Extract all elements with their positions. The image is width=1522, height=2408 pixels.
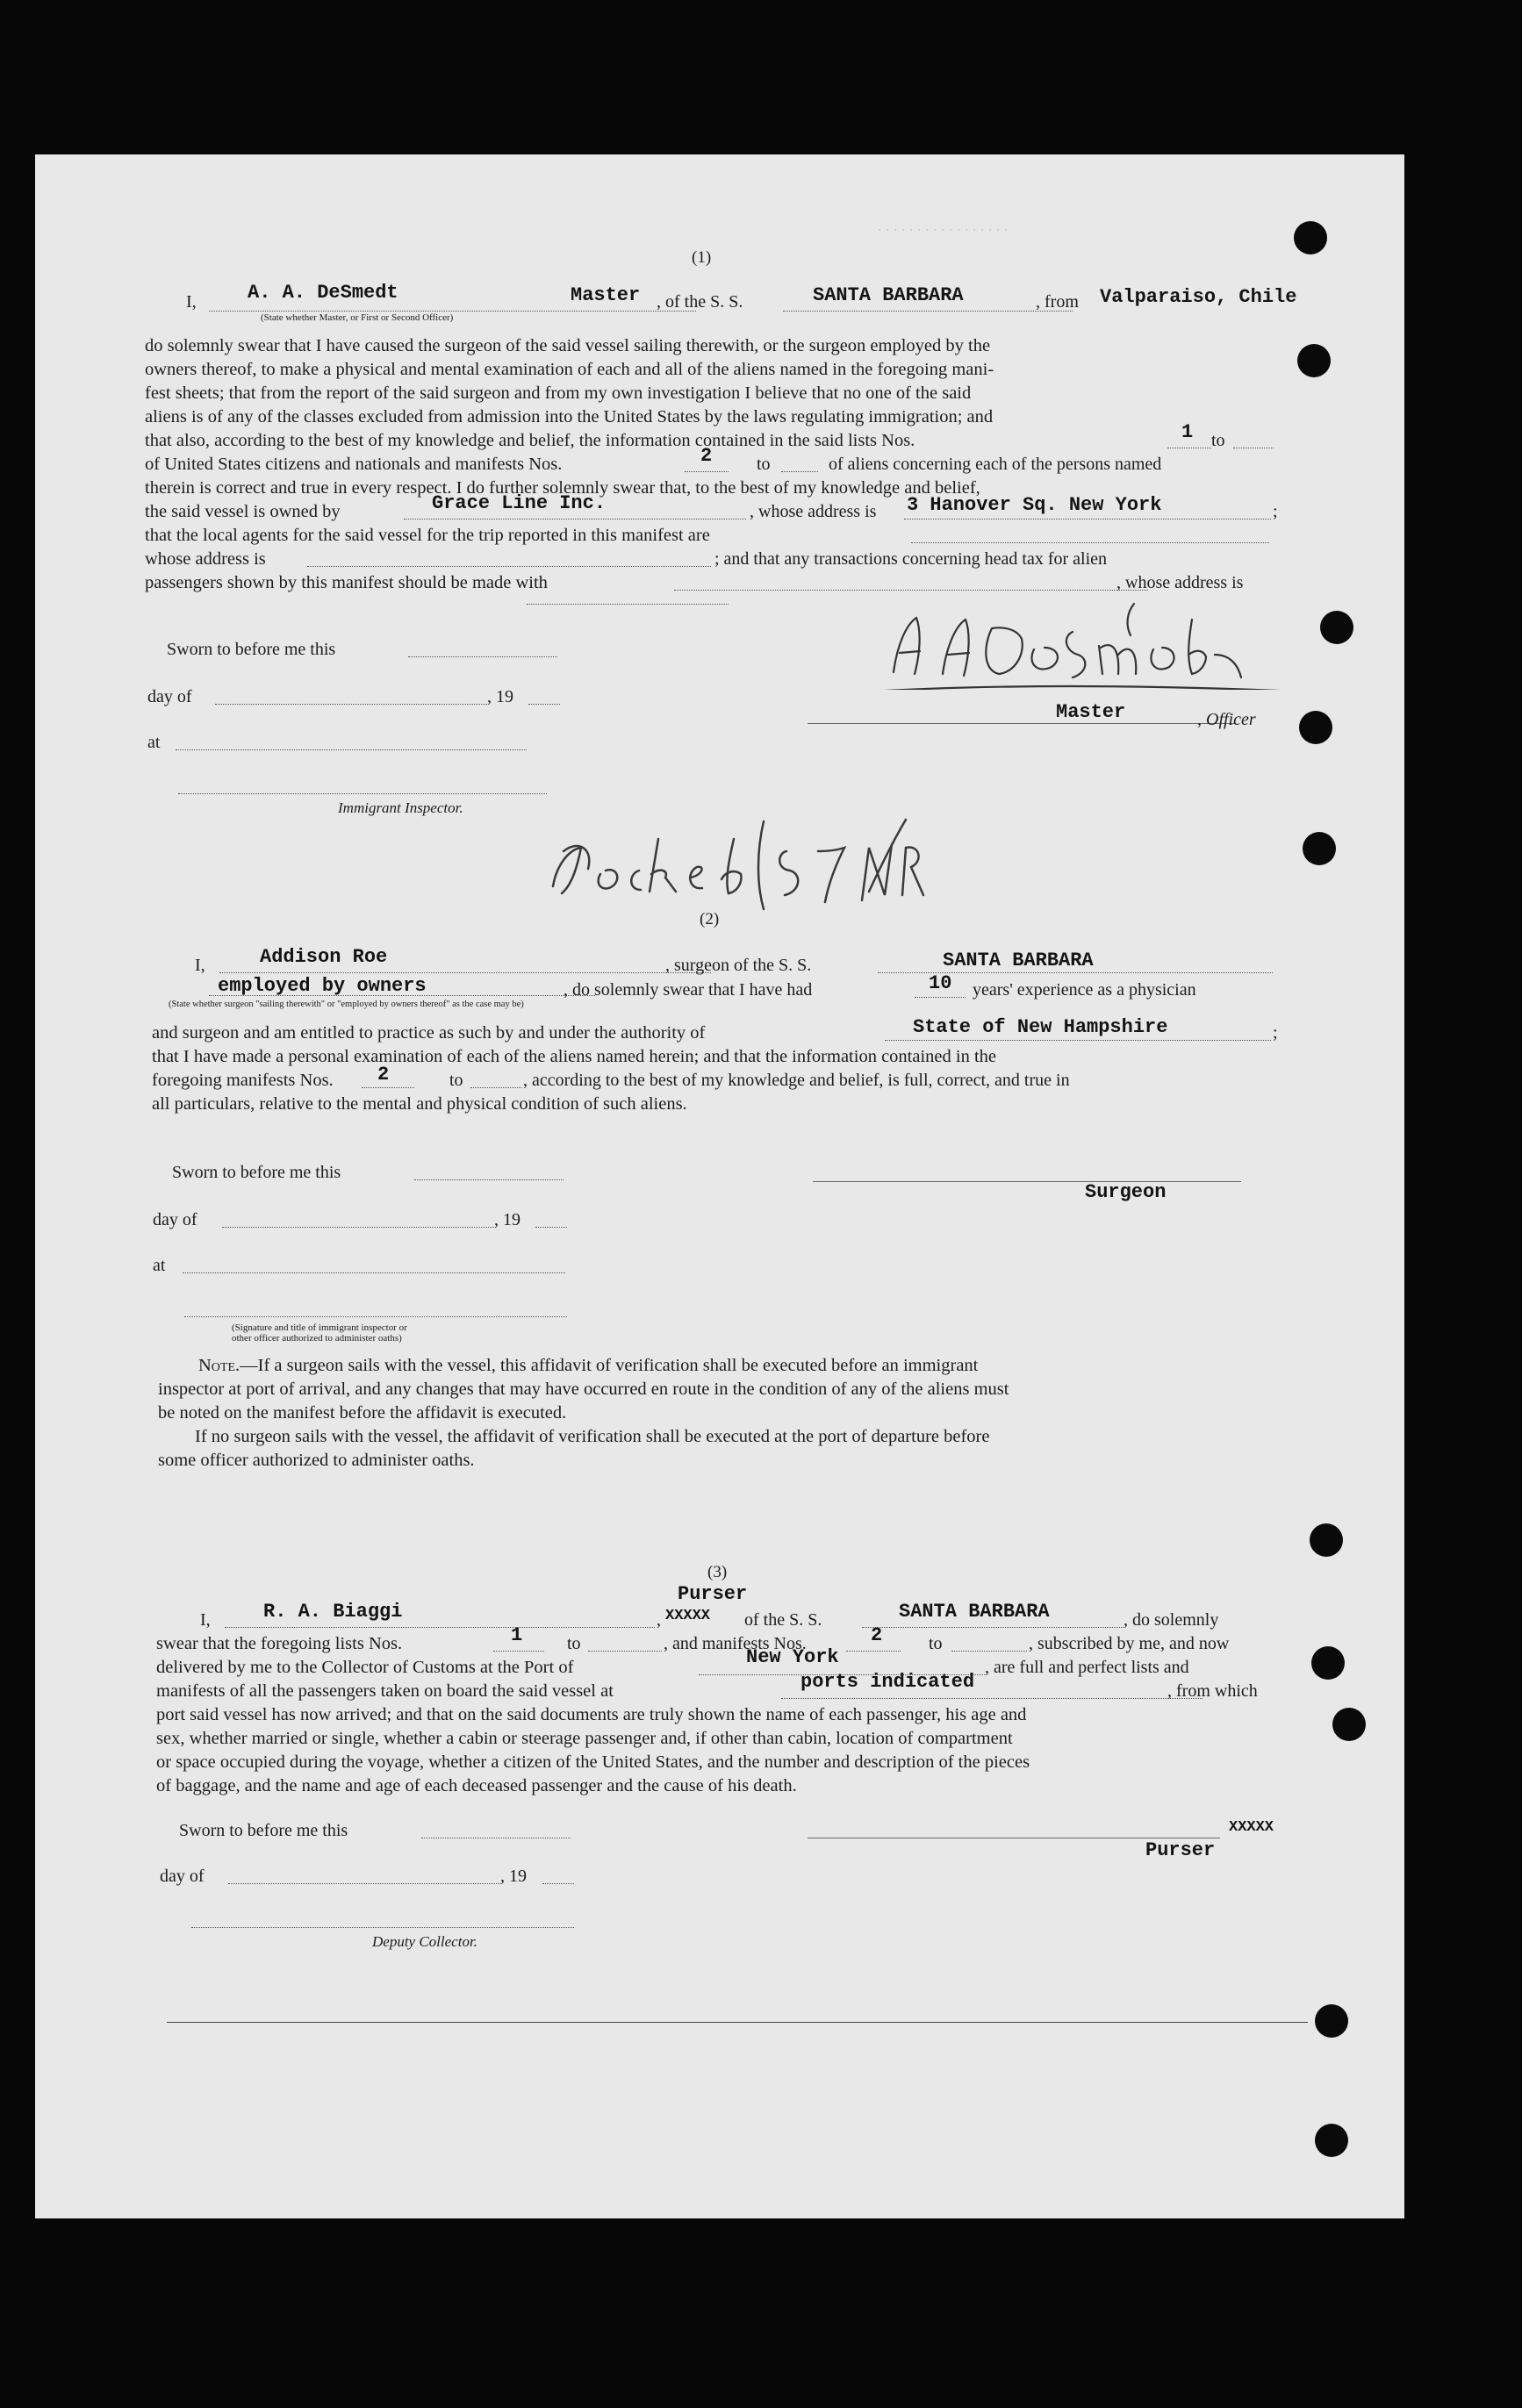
bleed-through-text: . . . . . . . . . . . . . . . . . <box>878 217 1009 234</box>
semicolon: ; <box>1273 1023 1278 1043</box>
owned-by-label: the said vessel is owned by <box>145 502 341 521</box>
struck-rank: XXXXX <box>665 1608 711 1624</box>
manifests-label: foregoing manifests Nos. <box>152 1071 334 1090</box>
year-line <box>535 1227 567 1228</box>
punch-hole <box>1311 1646 1345 1680</box>
purser-title-typed: Purser <box>678 1583 748 1605</box>
purser-vessel: SANTA BARBARA <box>899 1601 1050 1623</box>
surgeon-name-line <box>219 972 711 973</box>
owner-line <box>404 519 746 520</box>
note-line: If no surgeon sails with the vessel, the affidavit of verification shall be executed at the port of departure before <box>195 1427 990 1446</box>
surgeon-vessel: SANTA BARBARA <box>943 950 1094 971</box>
surgeon-oath-line: all particulars, relative to the mental and physical condition of such aliens. <box>152 1094 687 1114</box>
purser-manifests-to-line <box>951 1651 1027 1652</box>
punch-hole <box>1332 1708 1366 1741</box>
surgeon-manifests-from-line <box>362 1087 414 1088</box>
owner: Grace Line Inc. <box>432 492 607 514</box>
officer-label: , Officer <box>1197 710 1256 729</box>
purser-name-line <box>225 1627 655 1628</box>
of-the-ss-label: of the S. S. <box>744 1610 822 1630</box>
purser-lists-from-line <box>493 1651 544 1652</box>
purser-lists-from: 1 <box>511 1624 523 1646</box>
oath-line: that also, according to the best of my knowledge and belief, the information contained in the said lists Nos. <box>145 431 915 450</box>
note-line: be noted on the manifest before the affidavit is executed. <box>158 1403 567 1423</box>
struck-signature-title: XXXXX <box>1229 1819 1274 1836</box>
day-of-label: day of <box>153 1210 197 1229</box>
comma: , <box>657 1610 661 1630</box>
master-signature-title: Master <box>1056 701 1126 723</box>
semicolon: ; <box>1273 502 1278 521</box>
section-3-number: (3) <box>707 1563 728 1581</box>
agents-address-line <box>307 566 711 567</box>
purser-line-3b: , are full and perfect lists and <box>985 1658 1189 1677</box>
punch-hole <box>1294 221 1327 254</box>
master-signature <box>851 593 1317 690</box>
surgeon-oath-line: that I have made a personal examination of each of the aliens named herein; and that the information contained in the <box>152 1047 996 1066</box>
ports-line <box>781 1698 1203 1699</box>
day-of-label: day of <box>160 1867 205 1886</box>
rank-hint: (State whether Master, or First or Second Officer) <box>261 312 454 323</box>
surgeon-manifests-from: 2 <box>377 1064 390 1086</box>
punch-hole <box>1315 2004 1348 2038</box>
vessel-line <box>783 311 1073 312</box>
agents-label: that the local agents for the said vessel for the trip reported in this manifest are <box>145 526 710 545</box>
sworn-line <box>408 656 557 657</box>
agents-address-label: whose address is <box>145 549 266 569</box>
ports: ports indicated <box>800 1671 975 1693</box>
head-tax-line <box>674 590 1148 591</box>
purser-oath-line: of baggage, and the name and age of each deceased passenger and the cause of his death. <box>156 1776 797 1795</box>
master-signature-line <box>808 723 1236 724</box>
years: 10 <box>929 972 952 994</box>
from-label: , from <box>1036 292 1079 312</box>
swear-text: , do solemnly swear that I have had <box>564 980 813 1000</box>
to-word: to <box>567 1634 581 1653</box>
note-line: inspector at port of arrival, and any changes that may have occurred en route in the condition of any of the aliens must <box>158 1380 1009 1399</box>
purser-vessel-line <box>862 1627 1124 1628</box>
purser-name: R. A. Biaggi <box>263 1601 403 1623</box>
day-of-line <box>222 1227 494 1228</box>
oath-line: of United States citizens and nationals and manifests Nos. <box>145 455 563 474</box>
day-of-line <box>215 704 487 705</box>
signature-hint: (Signature and title of immigrant inspector or <box>232 1322 407 1333</box>
surgeon-name: Addison Roe <box>260 946 388 968</box>
vessel-name: SANTA BARBARA <box>813 284 964 306</box>
purser-oath-line: or space occupied during the voyage, whether a citizen of the United States, and the number and description of the pieces <box>156 1752 1030 1772</box>
collector-title: Deputy Collector. <box>372 1933 477 1950</box>
bottom-rule <box>167 2022 1308 2023</box>
sworn-label: Sworn to before me this <box>172 1163 341 1182</box>
to-word: to <box>757 455 771 474</box>
section-1-i: I, <box>186 292 197 312</box>
manifests-to-line <box>781 471 818 472</box>
authority-text: and surgeon and am entitled to practice as such by and under the authority of <box>152 1023 706 1043</box>
authority: State of New Hampshire <box>913 1016 1168 1038</box>
year-label: , 19 <box>487 687 513 706</box>
to-word: to <box>1211 431 1225 450</box>
surgeon-signature-title: Surgeon <box>1085 1181 1167 1203</box>
note-line: some officer authorized to administer oaths. <box>158 1451 475 1470</box>
year-line <box>542 1883 574 1884</box>
oath-line: do solemnly swear that I have caused the surgeon of the said vessel sailing therewith, or the surgeon employed by the <box>145 336 991 355</box>
purser-line-2a: swear that the foregoing lists Nos. <box>156 1634 403 1653</box>
punch-hole <box>1303 832 1336 865</box>
sworn-label: Sworn to before me this <box>167 640 336 659</box>
oath-line: owners thereof, to make a physical and mental examination of each and all of the aliens named in the foregoing mani- <box>145 360 994 379</box>
surgeon-of-ss-label: , surgeon of the S. S. <box>665 956 812 975</box>
oath-line: therein is correct and true in every respect. I do further solemnly swear that, to the best of my knowledge and belief, <box>145 478 980 498</box>
year-label: , 19 <box>500 1867 527 1886</box>
years-text: years' experience as a physician <box>973 980 1196 1000</box>
port: New York <box>746 1646 839 1668</box>
head-tax-label: passengers shown by this manifest should be made with <box>145 573 548 592</box>
agents-line <box>911 542 1269 543</box>
sworn-line <box>414 1179 564 1180</box>
years-line <box>915 997 966 998</box>
purser-line-2b: , and manifests Nos. <box>664 1634 807 1653</box>
surgeon-signature-line <box>813 1181 1241 1182</box>
at-label: at <box>147 733 161 752</box>
note-label: Note. <box>198 1356 241 1375</box>
purser-manifests-from: 2 <box>871 1624 883 1646</box>
section-3-i: I, <box>200 1610 211 1630</box>
manifests-suffix: of aliens concerning each of the persons named <box>829 455 1162 474</box>
officer-signature-line <box>184 1316 567 1317</box>
do-solemnly: , do solemnly <box>1124 1610 1219 1630</box>
to-word: to <box>929 1634 943 1653</box>
inspector-title: Immigrant Inspector. <box>338 799 463 816</box>
purser-signature-title: Purser <box>1145 1839 1216 1861</box>
purser-line-2c: , subscribed by me, and now <box>1029 1634 1230 1653</box>
lists-from: 1 <box>1181 421 1194 443</box>
punch-hole <box>1320 611 1353 644</box>
owner-address-label: , whose address is <box>750 502 877 521</box>
punch-hole <box>1299 711 1332 744</box>
punch-hole <box>1297 344 1331 377</box>
manifests-from: 2 <box>700 445 713 467</box>
section-2-number: (2) <box>700 910 720 928</box>
owner-address: 3 Hanover Sq. New York <box>907 494 1162 516</box>
at-line <box>176 749 527 750</box>
at-line <box>183 1272 565 1273</box>
owner-address-line <box>904 519 1271 520</box>
oath-line: aliens is of any of the classes excluded from admission into the United States by the laws regulating immigration; and <box>145 407 994 426</box>
note-text: —If a surgeon sails with the vessel, this affidavit of verification shall be executed before an immigrant <box>240 1356 979 1375</box>
purser-line-4a: manifests of all the passengers taken on board the said vessel at <box>156 1681 614 1701</box>
whose-address-label: , whose address is <box>1116 573 1244 592</box>
purser-line-3a: delivered by me to the Collector of Customs at the Port of <box>156 1658 574 1677</box>
officer-rank: Master <box>571 284 641 306</box>
section-2-i: I, <box>195 956 205 975</box>
inspector-signature-line <box>178 793 547 794</box>
sworn-label: Sworn to before me this <box>179 1821 348 1840</box>
note-first-line <box>198 1357 978 1375</box>
employment: employed by owners <box>218 975 427 997</box>
master-name: A. A. DeSmedt <box>248 282 398 304</box>
signature-hint: other officer authorized to administer oaths) <box>232 1333 402 1344</box>
oath-line: fest sheets; that from the report of the said surgeon and from my own investigation I believe that no one of the said <box>145 383 972 403</box>
purser-line-4b: , from which <box>1167 1681 1258 1701</box>
purser-oath-line: port said vessel has now arrived; and that on the said documents are truly shown the name of each passenger, his age and <box>156 1705 1027 1724</box>
employment-hint: (State whether surgeon "sailing therewith" or "employed by owners thereof" as the case may be) <box>169 1000 524 1009</box>
manifest-suffix: , according to the best of my knowledge and belief, is full, correct, and true in <box>523 1071 1070 1090</box>
section-1-number: (1) <box>692 248 712 267</box>
manifest-page <box>35 154 1404 2218</box>
surgeon-manifests-to-line <box>470 1087 521 1088</box>
purser-lists-to-line <box>588 1651 662 1652</box>
authority-line <box>885 1040 1271 1041</box>
day-of-label: day of <box>147 687 192 706</box>
to-word: to <box>449 1071 463 1090</box>
head-tax-address-line <box>527 604 729 605</box>
purser-manifests-from-line <box>846 1651 901 1652</box>
docket-note <box>527 804 939 927</box>
punch-hole <box>1315 2124 1348 2157</box>
manifests-from-line <box>685 471 729 472</box>
year-label: , 19 <box>494 1210 520 1229</box>
of-the-ss-label: , of the S. S. <box>657 292 743 312</box>
purser-oath-line: sex, whether married or single, whether a cabin or steerage passenger and, if other than cabin, location of compartment <box>156 1729 1013 1748</box>
collector-signature-line <box>191 1927 574 1928</box>
from-port: Valparaiso, Chile <box>1100 286 1297 308</box>
year-line <box>528 704 560 705</box>
day-of-line <box>228 1883 500 1884</box>
master-name-line <box>209 311 696 312</box>
at-label: at <box>153 1256 166 1275</box>
head-tax-text: ; and that any transactions concerning head tax for alien <box>714 549 1108 569</box>
punch-hole <box>1310 1523 1343 1557</box>
